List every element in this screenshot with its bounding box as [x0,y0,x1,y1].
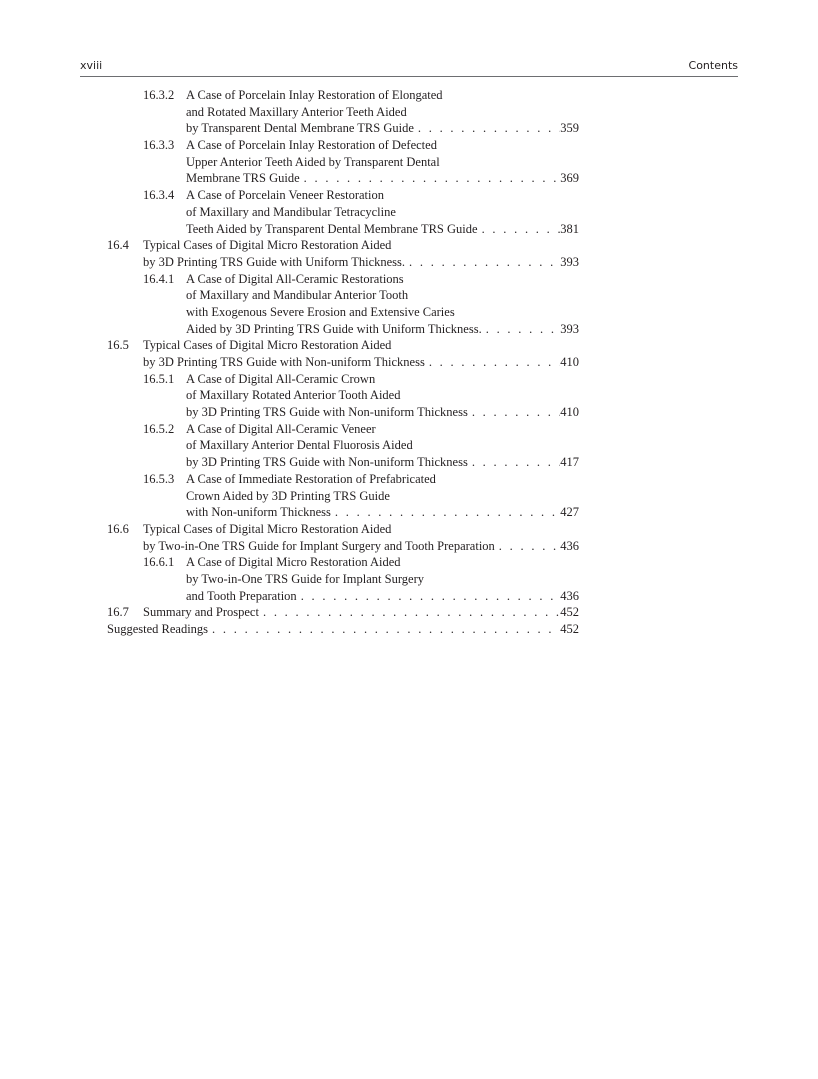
toc-line [0,187,818,204]
toc-page-number: 436 [560,538,579,553]
dot-leader [414,120,560,137]
toc-line [0,437,818,454]
toc-line [0,120,818,137]
toc-entry-title: A Case of Porcelain Inlay Restoration of Elongated [186,88,443,102]
toc-line [0,538,818,555]
toc-line [0,421,818,438]
dot-leader [331,504,560,521]
toc-page-number: 452 [560,605,579,620]
toc-entry-title: Upper Anterior Teeth Aided by Transparent Dental [186,154,440,169]
toc-page-number: 393 [560,254,579,269]
toc-page-number: 381 [560,221,579,236]
toc-entry-number: 16.4.1 [143,271,175,286]
toc-entry-title: Typical Cases of Digital Micro Restoration Aided [143,238,392,253]
running-title: Contents [688,59,738,72]
toc-entry-title: and Tooth Preparation [186,588,297,603]
toc-entry-title: by Transparent Dental Membrane TRS Guide [186,121,414,136]
toc-entry-title: and Rotated Maxillary Anterior Teeth Aided [186,104,407,119]
toc-line [0,371,818,388]
toc-entry[interactable] [0,621,818,638]
toc-page-number: 452 [560,622,579,636]
toc-entry[interactable] [0,137,818,187]
table-of-contents [0,87,818,638]
toc-entry-title: A Case of Digital All-Ceramic Veneer [186,421,376,436]
toc-line [0,471,818,488]
toc-line [0,287,818,304]
toc-line [0,87,818,104]
page-header [80,59,738,75]
toc-entry[interactable] [0,521,818,554]
toc-line [0,588,818,605]
dot-leader [478,221,561,238]
toc-entry-title: A Case of Immediate Restoration of Prefabricated [186,471,436,486]
toc-line [0,321,818,338]
toc-line [0,504,818,521]
dot-leader [468,404,560,421]
toc-line [0,137,818,154]
toc-line [0,271,818,288]
toc-entry-title: of Maxillary Anterior Dental Fluorosis Aided [186,438,413,453]
toc-entry-title: of Maxillary Rotated Anterior Tooth Aided [186,388,401,403]
toc-page-number: 410 [560,355,579,369]
toc-page-number: 369 [560,171,579,186]
toc-entry-title: Aided by 3D Printing TRS Guide with Uniform Thickness. [186,321,482,336]
toc-line [0,304,818,321]
header-rule [80,76,738,77]
toc-line [0,404,818,421]
toc-entry[interactable] [0,271,818,338]
toc-line [0,337,818,354]
toc-entry[interactable] [0,337,818,370]
toc-line [0,454,818,471]
toc-entry-number: 16.6.1 [143,555,175,570]
toc-entry-number: 16.3.3 [143,138,175,153]
toc-page-number: 427 [560,505,579,520]
toc-entry-title: with Non-uniform Thickness [186,505,331,520]
toc-entry-title: with Exogenous Severe Erosion and Extensive Caries [186,304,455,319]
dot-leader [468,454,560,471]
toc-entry-title: by 3D Printing TRS Guide with Non-uniform Thickness [186,405,468,420]
dot-leader [482,321,561,338]
toc-entry[interactable] [0,237,818,270]
toc-entry-title: by 3D Printing TRS Guide with Non-uniform Thickness [143,355,425,369]
toc-entry[interactable] [0,604,818,621]
toc-line [0,237,818,254]
toc-entry-number: 16.3.4 [143,188,175,203]
toc-entry[interactable] [0,471,818,521]
toc-page-number: 410 [560,405,579,420]
toc-entry[interactable] [0,421,818,471]
toc-line [0,521,818,538]
dot-leader [405,254,560,271]
toc-entry-title: Membrane TRS Guide [186,171,300,186]
toc-entry-title: Suggested Readings [107,622,209,636]
toc-line [0,154,818,171]
toc-entry-title: by Two-in-One TRS Guide for Implant Surgery and Tooth Preparation [143,538,495,553]
toc-entry-number: 16.3.2 [143,88,175,102]
toc-entry-title: Typical Cases of Digital Micro Restoration Aided [143,338,392,353]
toc-entry-title: Summary and Prospect [143,605,259,620]
toc-entry[interactable] [0,187,818,237]
toc-entry-number: 16.6 [107,521,129,536]
toc-entry-title: A Case of Digital Micro Restoration Aided [186,555,401,570]
dot-leader [495,538,560,555]
toc-entry-number: 16.7 [107,605,129,620]
toc-entry-number: 16.5.2 [143,421,175,436]
toc-line [0,354,818,371]
toc-entry-title: A Case of Porcelain Veneer Restoration [186,188,384,203]
toc-line [0,387,818,404]
toc-line [0,254,818,271]
toc-entry-title: Crown Aided by 3D Printing TRS Guide [186,488,390,503]
toc-page-number: 436 [560,588,579,603]
toc-entry-title: of Maxillary and Mandibular Anterior Tooth [186,288,409,303]
dot-leader [425,354,560,371]
toc-entry-number: 16.5.1 [143,371,175,386]
toc-entry-title: A Case of Digital All-Ceramic Crown [186,371,376,386]
toc-entry-title: Typical Cases of Digital Micro Restoration Aided [143,521,392,536]
toc-line [0,571,818,588]
toc-entry-title: by Two-in-One TRS Guide for Implant Surgery [186,571,424,586]
toc-line [0,221,818,238]
toc-line [0,621,818,638]
toc-entry-title: by 3D Printing TRS Guide with Uniform Thickness. [143,254,406,269]
dot-leader [208,621,560,638]
page-number: xviii [80,59,103,72]
toc-page-number: 359 [560,121,579,136]
toc-page-number: 393 [560,321,579,336]
dot-leader [259,604,560,621]
toc-page-number: 417 [560,455,579,470]
toc-line [0,170,818,187]
toc-entry[interactable] [0,371,818,421]
toc-entry-number: 16.5 [107,338,129,353]
toc-line [0,104,818,121]
toc-entry-title: A Case of Porcelain Inlay Restoration of Defected [186,138,437,153]
toc-line [0,604,818,621]
toc-line [0,554,818,571]
dot-leader [300,170,561,187]
toc-entry[interactable] [0,554,818,604]
toc-entry-number: 16.4 [107,238,129,253]
toc-entry-title: A Case of Digital All-Ceramic Restorations [186,271,404,286]
toc-entry-title: Teeth Aided by Transparent Dental Membrane TRS Guide [186,221,478,236]
toc-entry-number: 16.5.3 [143,471,175,486]
toc-line [0,488,818,505]
toc-entry-title: of Maxillary and Mandibular Tetracycline [186,204,396,219]
dot-leader [297,588,561,605]
toc-entry-title: by 3D Printing TRS Guide with Non-uniform Thickness [186,455,468,470]
toc-line [0,204,818,221]
toc-entry[interactable] [0,87,818,137]
